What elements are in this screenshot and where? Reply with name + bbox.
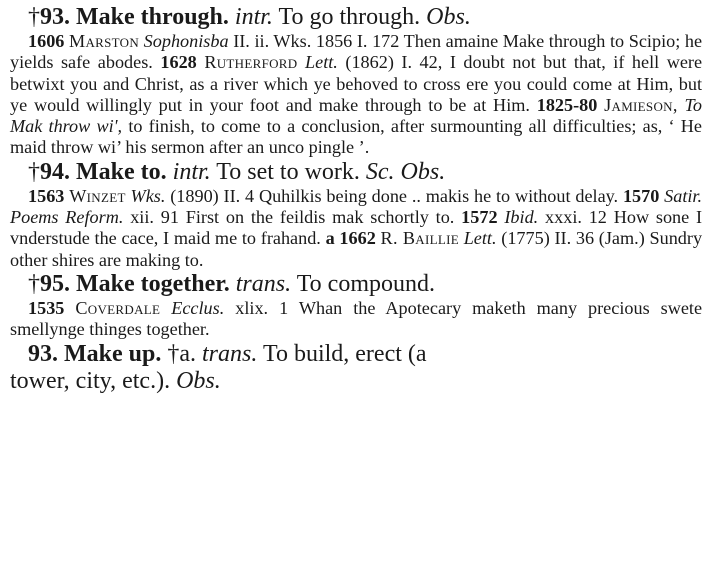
- part-of-speech: intr.: [172, 158, 211, 185]
- citation-quote: Sundry other shires are making to.: [10, 228, 703, 270]
- citation-ref: xii. 91: [130, 207, 179, 228]
- citation-ref: xxxi. 12: [545, 207, 607, 228]
- usage-label: Obs.: [426, 4, 471, 30]
- entry-heading: [10, 271, 704, 298]
- entry-heading: [10, 4, 704, 31]
- usage-label: Sc. Obs.: [365, 158, 446, 185]
- citation-ref: (1862) I. 42,: [345, 52, 443, 73]
- sense-number: 94.: [40, 158, 70, 185]
- entry-make-up: [10, 341, 704, 395]
- citation-quote: I doubt not but that, if hell were betwixt you and Christ, as a river which ye behoved to cross ere you could come at Him, but ye would willingly put in your foot and make through to be at Him.: [10, 52, 703, 115]
- obsolete-dagger: †: [28, 158, 40, 185]
- citation-author: Rutherford: [204, 52, 298, 73]
- citation-date: 1572: [461, 207, 498, 228]
- part-of-speech: intr.: [234, 4, 273, 30]
- entry-heading: [10, 159, 704, 186]
- citation-work: Lett.: [463, 228, 497, 249]
- entry-make-to: [10, 159, 704, 271]
- citation-work: Ibid.: [504, 207, 539, 228]
- citation-date: 1628: [160, 52, 197, 73]
- citation-date: a 1662: [325, 228, 376, 249]
- citation-ref: (1890) II. 4: [170, 185, 255, 206]
- citation-author: R. Baillie: [380, 228, 459, 249]
- citation-quote: First on the feildis mak schortly to.: [185, 207, 455, 228]
- entry-heading-continued: [10, 368, 704, 395]
- citation-work: Satir. Poems Reform.: [10, 185, 703, 228]
- citation-author: Marston: [69, 31, 140, 51]
- headword: Make through.: [76, 4, 229, 30]
- citation-quote: How sone I vnderstude the cace, I maid me to frahand.: [10, 207, 703, 249]
- headword: Make to.: [76, 158, 167, 185]
- obsolete-dagger: †: [28, 270, 40, 297]
- citation-work: To Mak throw wi',: [10, 94, 703, 137]
- citation-quote: Whan the Apotecary maketh many precious swete smellynge thinges together.: [10, 297, 703, 340]
- sense-number: 95.: [40, 270, 70, 297]
- citation-ref: II. ii. Wks. 1856 I. 172: [233, 31, 400, 51]
- citation-quote: Quhilkis being done .. makis he to without delay.: [258, 185, 619, 206]
- definition: To build, erect (a: [262, 340, 427, 367]
- sense-number: 93.: [28, 340, 58, 367]
- citation-block: [10, 186, 702, 271]
- entry-make-through: [10, 4, 704, 159]
- citation-quote: Then amaine Make through to Scipio; he yields safe abodes.: [10, 31, 703, 73]
- part-of-speech: trans.: [235, 270, 292, 297]
- definition: To set to work.: [216, 158, 360, 185]
- definition-continued: tower, city, etc.).: [10, 367, 171, 394]
- citation-date: 1570: [622, 185, 660, 206]
- obsolete-dagger: †: [28, 4, 40, 30]
- citation-ref: (1775) II. 36 (Jam.): [501, 228, 645, 249]
- part-of-speech: trans.: [202, 340, 258, 367]
- entry-heading: [10, 341, 704, 368]
- citation-author: Jamieson,: [604, 94, 678, 115]
- citation-date: 1535: [28, 297, 65, 318]
- subsense-label: †a.: [167, 340, 197, 367]
- citation-work: Lett.: [305, 52, 338, 73]
- citation-block: [10, 298, 702, 341]
- definition: To go through.: [278, 4, 421, 30]
- citation-work: Wks.: [130, 185, 166, 206]
- citation-date: 1825-80: [536, 94, 598, 115]
- citation-date: 1606: [28, 31, 65, 51]
- sense-number: 93.: [40, 4, 70, 30]
- headword: Make together.: [76, 270, 230, 297]
- citation-author: Coverdale: [75, 297, 161, 318]
- citation-ref: xlix. 1: [235, 297, 289, 318]
- citation-date: 1563: [28, 185, 65, 206]
- headword: Make up.: [64, 340, 162, 367]
- entry-make-together: [10, 271, 704, 341]
- usage-label: Obs.: [176, 367, 221, 394]
- citation-author: Winzet: [69, 185, 126, 206]
- citation-work: Sophonisba: [143, 31, 229, 51]
- citation-quote: to finish, to come to a conclusion, after surmounting all difficulties; as, ‘ He maid throw wi’ his sermon after an unco pingle ’.: [10, 116, 702, 158]
- definition: To compound.: [296, 270, 435, 297]
- citation-work: Ecclus.: [171, 297, 225, 318]
- citation-block: [10, 31, 702, 159]
